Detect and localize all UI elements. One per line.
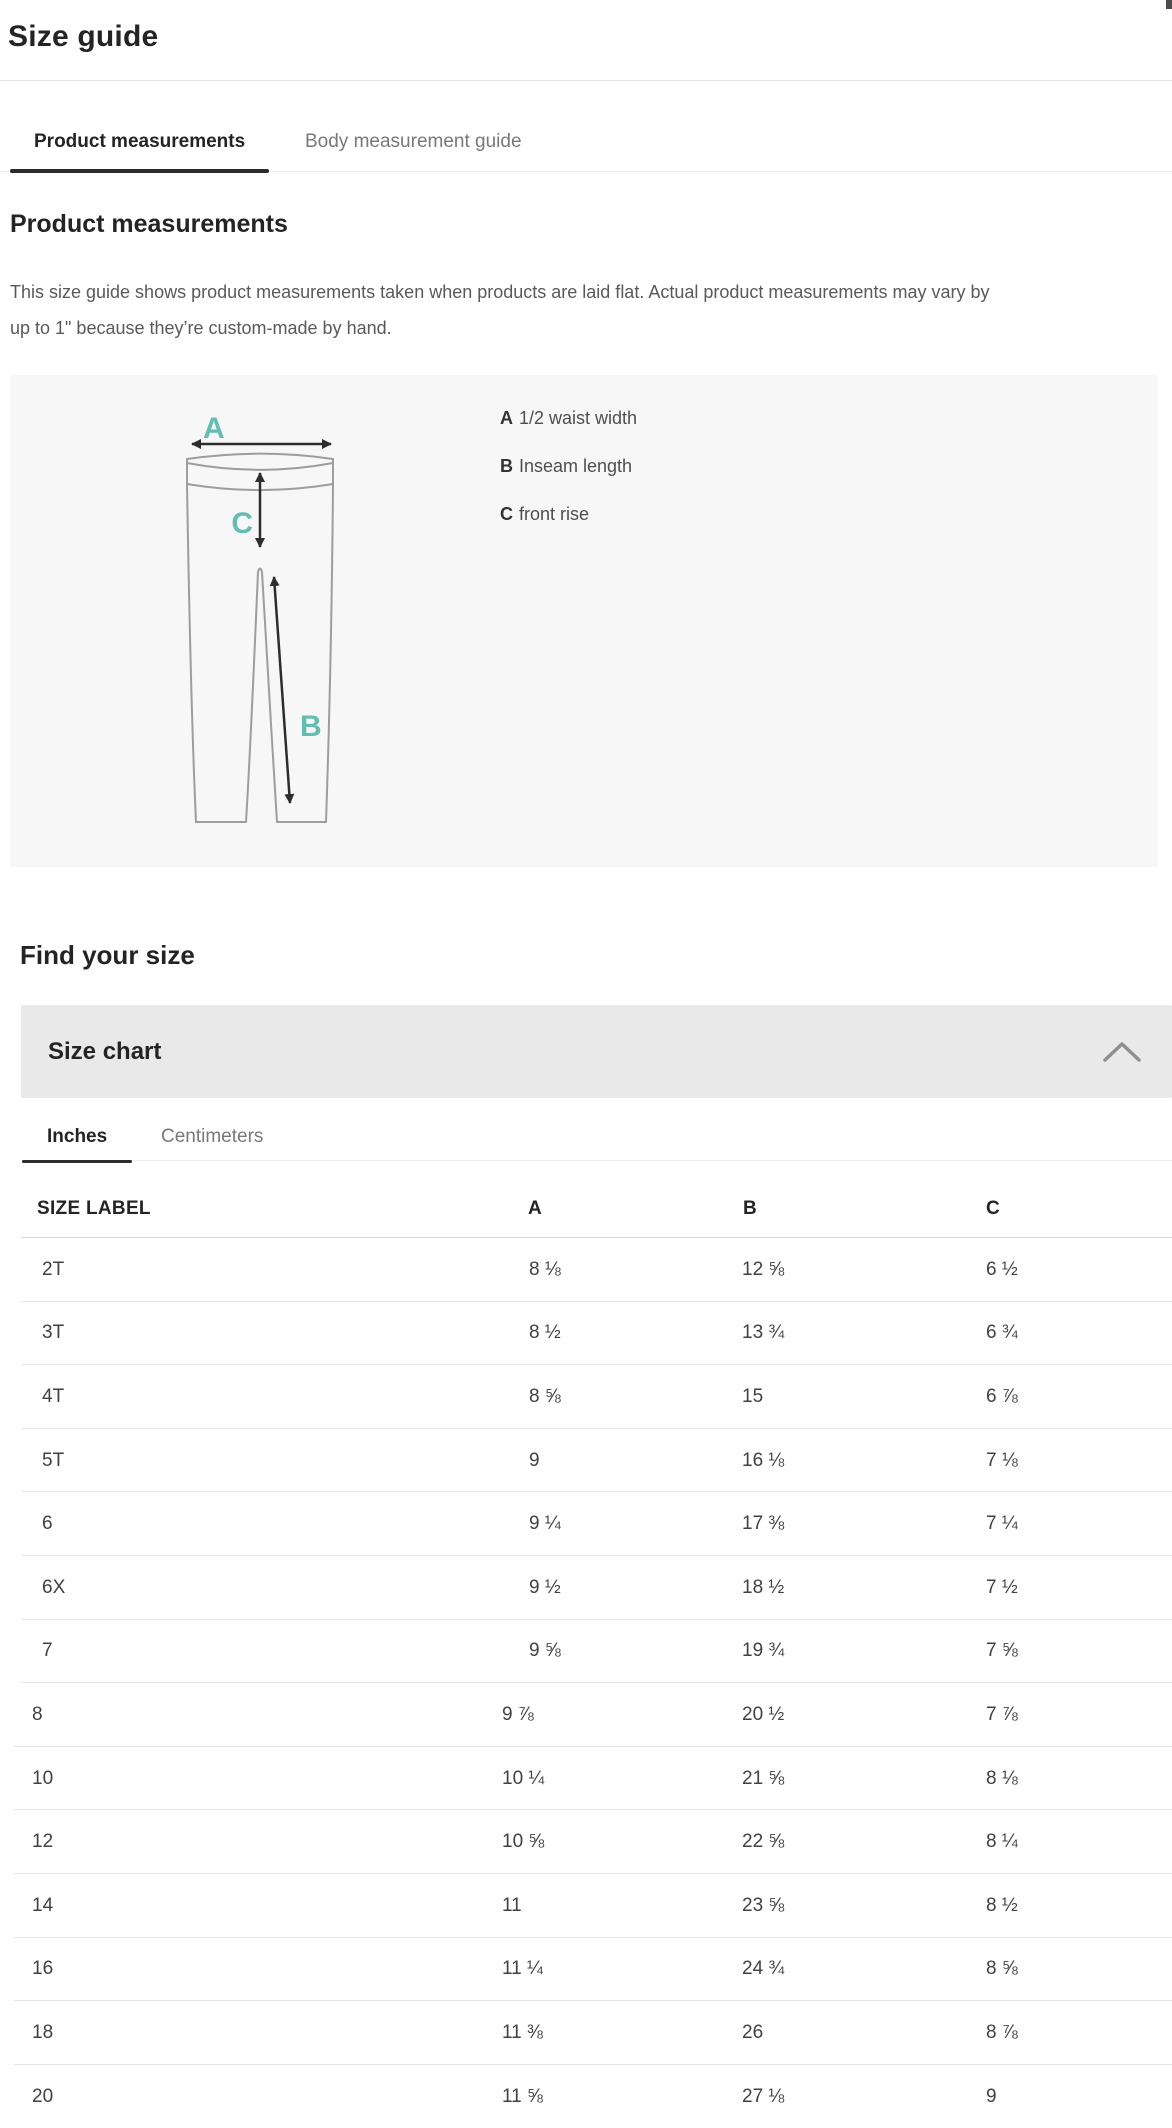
value-a: 9 xyxy=(529,1449,540,1471)
value-c: 8 ⅝ xyxy=(986,1958,1018,1980)
value-a: 9 ⅝ xyxy=(529,1640,561,1662)
table-row xyxy=(0,1238,1172,1302)
value-c: 7 ½ xyxy=(986,1576,1018,1598)
value-c: 8 ⅞ xyxy=(986,2021,1018,2043)
size-label: 2T xyxy=(42,1258,65,1280)
value-b: 23 ⅝ xyxy=(742,1894,785,1916)
size-label: 5T xyxy=(42,1449,65,1471)
size-label: 14 xyxy=(32,1894,54,1916)
table-group-toddler xyxy=(0,1238,1172,1683)
value-c: 7 ⅞ xyxy=(986,1703,1018,1725)
table-row xyxy=(0,1365,1172,1429)
leggings-diagram xyxy=(10,375,430,867)
legend-text-c: front rise xyxy=(519,504,590,524)
size-label: 7 xyxy=(42,1640,53,1662)
value-b: 24 ¾ xyxy=(742,1958,785,1980)
value-a: 11 ¼ xyxy=(502,1958,543,1980)
table-row xyxy=(0,1620,1172,1684)
value-b: 12 ⅝ xyxy=(742,1258,785,1280)
legend-text-b: Inseam length xyxy=(519,456,633,476)
value-c: 6 ¾ xyxy=(986,1322,1018,1344)
table-row xyxy=(0,1874,1172,1938)
value-b: 18 ½ xyxy=(742,1576,785,1598)
find-your-size-heading: Find your size xyxy=(20,940,195,970)
value-a: 11 ⅜ xyxy=(502,2021,543,2043)
table-row xyxy=(0,1492,1172,1556)
value-c: 7 ¼ xyxy=(986,1513,1018,1535)
value-c: 7 ⅛ xyxy=(986,1449,1018,1471)
value-a: 9 ½ xyxy=(529,1576,561,1598)
table-group-big-kids xyxy=(0,1683,1172,2128)
value-a: 8 ½ xyxy=(529,1322,561,1344)
table-row xyxy=(0,1302,1172,1366)
size-chart-title: Size chart xyxy=(48,1037,162,1065)
table-header-row xyxy=(0,1180,1172,1238)
page-title: Size guide xyxy=(8,20,159,53)
product-measurements-heading: Product measurements xyxy=(10,210,288,238)
size-label: 10 xyxy=(32,1767,54,1789)
value-c: 7 ⅝ xyxy=(986,1640,1018,1662)
header-divider xyxy=(0,80,1172,81)
value-a: 11 ⅝ xyxy=(502,2085,543,2107)
value-c: 8 ½ xyxy=(986,1894,1018,1916)
size-label: 3T xyxy=(42,1322,65,1344)
value-c: 8 ⅛ xyxy=(986,1767,1018,1789)
value-a: 9 ⅞ xyxy=(502,1703,534,1725)
value-a: 11 xyxy=(502,1894,522,1916)
legend-item-a xyxy=(500,408,637,456)
value-c: 8 ¼ xyxy=(986,1831,1018,1853)
table-row xyxy=(0,1747,1172,1811)
size-label: 18 xyxy=(32,2021,54,2043)
value-c: 6 ⅞ xyxy=(986,1385,1018,1407)
value-a: 9 ¼ xyxy=(529,1513,561,1535)
table-row xyxy=(0,1810,1172,1874)
value-b: 20 ½ xyxy=(742,1703,785,1725)
table-row xyxy=(0,1938,1172,2002)
size-label: 16 xyxy=(32,1958,54,1980)
tab-body-measurement-guide[interactable]: Body measurement guide xyxy=(305,131,522,152)
value-a: 10 ¼ xyxy=(502,1767,545,1789)
legend-item-c xyxy=(500,504,637,552)
value-b: 13 ¾ xyxy=(742,1322,785,1344)
value-b: 19 ¾ xyxy=(742,1640,785,1662)
size-chart-accordion-header[interactable] xyxy=(21,1005,1172,1098)
size-label: 12 xyxy=(32,1831,54,1853)
tab-inches[interactable]: Inches xyxy=(22,1112,132,1161)
measurement-diagram-panel xyxy=(10,375,1158,867)
value-a: 8 ⅛ xyxy=(529,1258,561,1280)
table-row xyxy=(0,1429,1172,1493)
column-header-b: B xyxy=(743,1198,758,1219)
table-row xyxy=(0,1556,1172,1620)
size-label: 8 xyxy=(32,1703,43,1725)
size-label: 20 xyxy=(32,2085,54,2107)
column-header-c: C xyxy=(986,1198,1001,1219)
scrollbar-thumb[interactable] xyxy=(1166,0,1172,9)
value-c: 6 ½ xyxy=(986,1258,1018,1280)
column-header-a: A xyxy=(528,1198,543,1219)
value-a: 10 ⅝ xyxy=(502,1831,545,1853)
legend-item-b xyxy=(500,456,637,504)
unit-tabbar xyxy=(22,1112,1172,1161)
size-label: 6X xyxy=(42,1576,66,1598)
chevron-up-icon[interactable] xyxy=(1102,1040,1142,1064)
value-b: 15 xyxy=(742,1385,764,1407)
value-b: 27 ⅛ xyxy=(742,2085,785,2107)
legend-key-c: C xyxy=(500,504,513,524)
value-b: 16 ⅛ xyxy=(742,1449,785,1471)
description-line-1: This size guide shows product measurements taken when products are laid flat. Actual product measurements may vary by xyxy=(10,282,990,302)
table-row xyxy=(0,2001,1172,2065)
value-c: 9 xyxy=(986,2085,997,2107)
diagram-label-c: C xyxy=(231,507,253,540)
value-b: 22 ⅝ xyxy=(742,1831,785,1853)
value-b: 26 xyxy=(742,2021,764,2043)
column-header-size-label: SIZE LABEL xyxy=(37,1198,151,1219)
tab-centimeters[interactable]: Centimeters xyxy=(161,1125,264,1147)
product-measurements-description xyxy=(10,274,1165,346)
diagram-label-a: A xyxy=(203,412,225,445)
legend-key-a: A xyxy=(500,408,513,428)
table-row xyxy=(0,1683,1172,1747)
main-tabbar xyxy=(0,112,1172,172)
legend-text-a: 1/2 waist width xyxy=(519,408,638,428)
arrow-b-inseam xyxy=(274,577,290,803)
value-b: 21 ⅝ xyxy=(742,1767,785,1789)
size-label: 4T xyxy=(42,1385,65,1407)
description-line-2: up to 1" because they’re custom-made by hand. xyxy=(10,318,392,338)
diagram-legend xyxy=(500,408,637,552)
size-chart-table xyxy=(0,1180,1172,2128)
size-label: 6 xyxy=(42,1513,53,1535)
value-b: 17 ⅜ xyxy=(742,1513,785,1535)
value-a: 8 ⅝ xyxy=(529,1385,561,1407)
tab-product-measurements[interactable]: Product measurements xyxy=(10,112,269,172)
diagram-label-b: B xyxy=(300,710,322,743)
legend-key-b: B xyxy=(500,456,513,476)
